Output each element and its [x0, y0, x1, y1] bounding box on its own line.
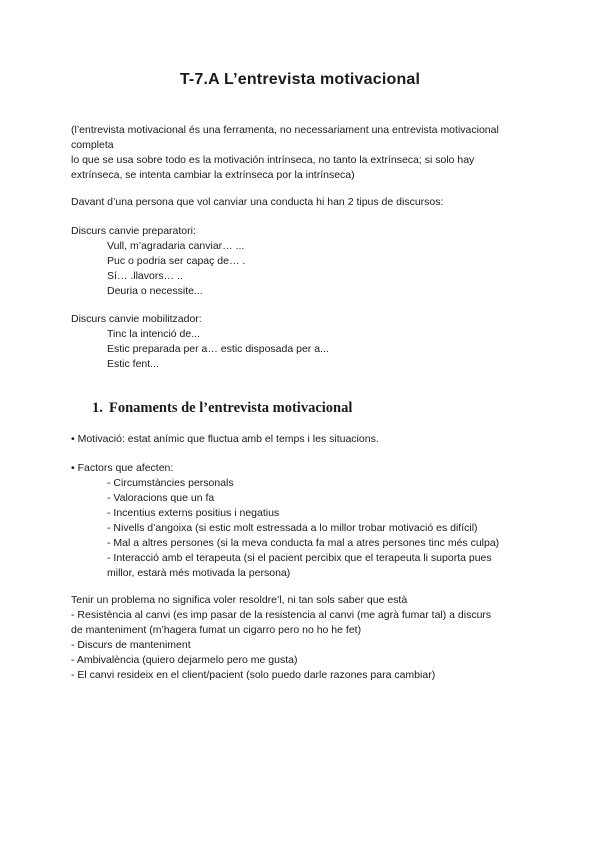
- intro-line: lo que se usa sobre todo es la motivación intrínseca, no tanto la extrínseca; si solo hay: [71, 154, 475, 166]
- preparatori-heading: Discurs canvie preparatori:: [71, 225, 196, 237]
- preparatori-item: Deuria o necessite...: [107, 285, 203, 297]
- closing-line: - Ambivalència (quiero dejarmelo pero me gusta): [71, 654, 298, 666]
- intro-line: extrínseca, se intenta cambiar la extrínseca por la intrínseca): [71, 169, 355, 181]
- factor-item: - Valoracions que un fa: [107, 492, 215, 504]
- factor-item: - Incentius externs positius i negatius: [107, 507, 280, 519]
- factors-heading: • Factors que afecten:: [71, 462, 174, 474]
- motivacio-bullet: • Motivació: estat anímic que fluctua amb el temps i les situacions.: [71, 433, 379, 445]
- preparatori-item: Vull, m’agradaria canviar… ...: [107, 240, 245, 252]
- intro-line: completa: [71, 139, 114, 151]
- closing-line: Tenir un problema no significa voler resoldre’l, ni tan sols saber que està: [71, 594, 408, 606]
- section-number: 1.: [92, 400, 103, 416]
- factor-item: - Mal a altres persones (si la meva conducta fa mal a atres persones tinc més culpa): [107, 537, 500, 549]
- mobilitzador-item: Estic fent...: [107, 358, 159, 370]
- mobilitzador-item: Estic preparada per a… estic disposada per a...: [107, 343, 329, 355]
- mobilitzador-heading: Discurs canvie mobilitzador:: [71, 313, 202, 325]
- preparatori-item: Sí… .llavors… ..: [107, 270, 183, 282]
- closing-line: de manteniment (m’hagera fumat un cigarro pero no ho he fet): [71, 624, 362, 636]
- factor-item: - Nivells d’angoixa (si estic molt estressada a lo millor trobar motivació es difícil): [107, 522, 478, 534]
- closing-line: - El canvi resideix en el client/pacient (solo puedo darle razones para cambiar): [71, 669, 436, 681]
- factor-item: millor, estarà més motivada la persona): [107, 567, 291, 579]
- mobilitzador-item: Tinc la intenció de...: [107, 328, 200, 340]
- document-title: T-7.A L’entrevista motivacional: [179, 71, 421, 88]
- section-heading: [92, 400, 352, 417]
- intro-line: (l’entrevista motivacional és una ferramenta, no necessariament una entrevista motivacional: [71, 124, 499, 136]
- factor-item: - Circumstàncies personals: [107, 477, 234, 489]
- section-title: Fonaments de l’entrevista motivacional: [109, 400, 353, 416]
- closing-line: - Discurs de manteniment: [71, 639, 191, 651]
- factor-item: - Interacció amb el terapeuta (si el pacient percibix que el terapeuta li suporta pues: [107, 552, 492, 564]
- davant-paragraph: Davant d’una persona que vol canviar una conducta hi han 2 tipus de discursos:: [71, 196, 444, 208]
- closing-line: - Resistència al canvi (es imp pasar de la resistencia al canvi (me agrà fumar tal) a discurs: [71, 609, 492, 621]
- preparatori-item: Puc o podria ser capaç de… .: [107, 255, 246, 267]
